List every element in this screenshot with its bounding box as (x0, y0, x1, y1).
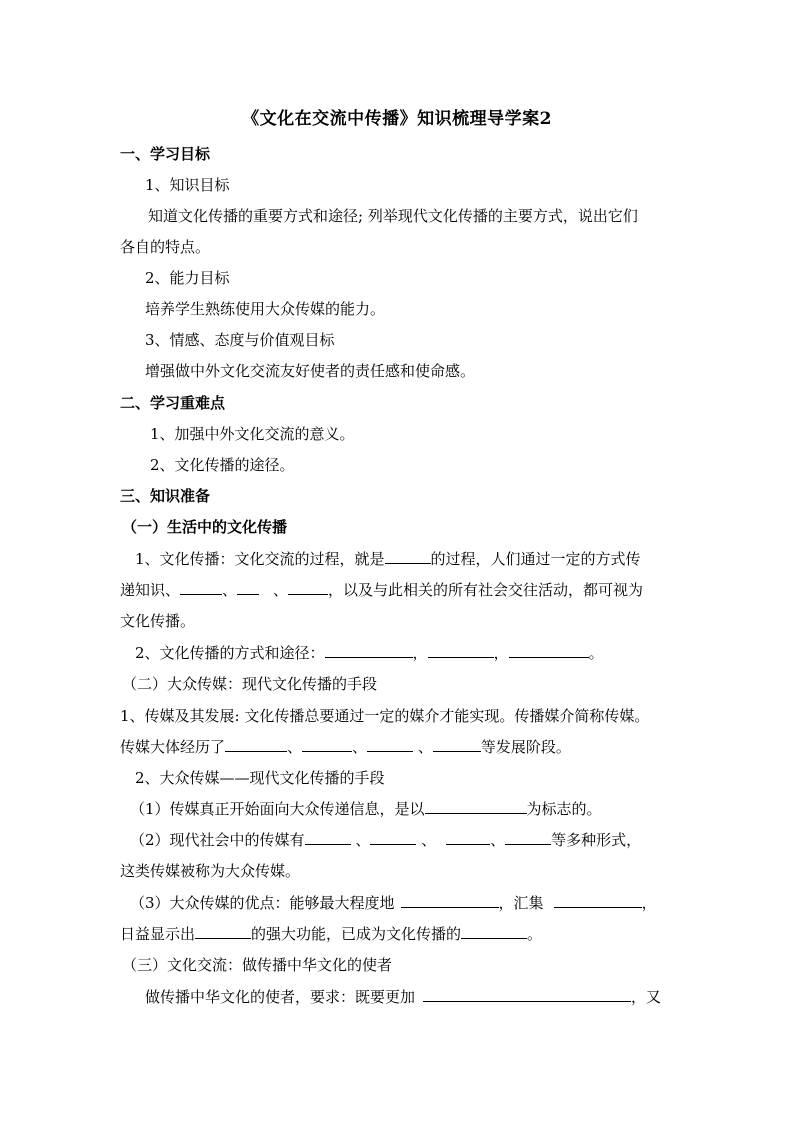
answer-blank[interactable] (509, 643, 589, 658)
answer-blank[interactable] (461, 924, 527, 939)
p1-text-a: 传媒大体经历了 (120, 738, 226, 756)
answer-blank[interactable] (385, 549, 431, 564)
q1-text-b: 的过程，人们通过一定的方式传 (430, 550, 641, 568)
question-1-line-3: 文化传播。 (120, 612, 196, 630)
answer-blank[interactable] (305, 830, 351, 845)
p2-3-text-c: 日益显示出 (120, 925, 196, 943)
answer-blank[interactable] (325, 643, 413, 658)
p2-3-end: 。 (527, 925, 543, 943)
p2-1-text-a: （1）传媒真正开始面向大众传递信息，是以 (130, 800, 425, 818)
question-2 (135, 643, 604, 663)
answer-blank[interactable] (370, 830, 416, 845)
answer-blank[interactable] (195, 924, 251, 939)
goal-knowledge-text: 知道文化传播的重要方式和途径; 列举现代文化传播的主要方式，说出它们 (148, 207, 638, 225)
section-heading-preparation: 三、知识准备 (120, 487, 211, 505)
goal-ability-heading: 2、能力目标 (145, 269, 230, 287)
mass-media-item-2-cont: 这类传媒被称为大众传媒。 (120, 862, 301, 880)
answer-blank[interactable] (554, 893, 642, 908)
q1-text-c: 递知识、 (120, 581, 181, 599)
p1-sep-3: 、 (413, 738, 433, 756)
answer-blank[interactable] (428, 643, 494, 658)
question-1-line-1 (135, 549, 641, 569)
answer-blank[interactable] (367, 737, 413, 752)
mass-media-item-2 (130, 830, 641, 850)
q2-text: 2、文化传播的方式和途径： (135, 644, 325, 662)
key-point-1: 1、加强中外文化交流的意义。 (150, 425, 355, 443)
p2-3-sep: ， (641, 894, 657, 912)
section-heading-goals: 一、学习目标 (120, 145, 211, 163)
p2-2-text-b: 等多种形式， (551, 831, 642, 849)
p1-sep-1: 、 (287, 738, 303, 756)
subsection-culture-in-life: （一）生活中的文化传播 (122, 518, 288, 536)
cultural-envoy-line (145, 987, 661, 1007)
p2-3-text-a: （3）大众传媒的优点：能够最大程度地 (130, 894, 395, 912)
goal-knowledge-text-cont: 各自的特点。 (120, 238, 211, 256)
subsection-cultural-exchange: （三）文化交流：做传播中华文化的使者 (122, 956, 393, 974)
mass-media-item-1 (130, 799, 602, 819)
answer-blank[interactable] (401, 893, 499, 908)
answer-blank[interactable] (237, 580, 259, 595)
mass-media-item-3 (130, 893, 657, 913)
subsection-mass-media: （二）大众传媒：现代文化传播的手段 (122, 675, 378, 693)
key-point-2: 2、文化传播的途径。 (150, 456, 295, 474)
p2-2-sep-3: 、 (490, 831, 506, 849)
goal-values-text: 增强做中外文化交流友好使者的责任感和使命感。 (145, 362, 476, 380)
p2-3-text-d: 的强大功能，已成为文化传播的 (251, 925, 462, 943)
q1-text-d: ，以及与此相关的所有社会交往活动，都可视为 (328, 581, 644, 599)
goal-knowledge-heading: 1、知识目标 (145, 176, 230, 194)
answer-blank[interactable] (423, 987, 631, 1002)
media-definition-line-2 (120, 737, 571, 757)
q2-sep-2: ， (493, 644, 509, 662)
q1-sep-1: 、 (222, 581, 238, 599)
answer-blank[interactable] (446, 830, 490, 845)
q1-text-a: 1、文化传播：文化交流的过程，就是 (135, 550, 385, 568)
answer-blank[interactable] (433, 737, 481, 752)
goal-values-heading: 3、情感、态度与价值观目标 (145, 331, 335, 349)
p2-3-text-b: ，汇集 (498, 894, 544, 912)
q1-sep-2: 、 (273, 581, 289, 599)
media-definition-line-1: 1、传媒及其发展: 文化传播总要通过一定的媒介才能实现。传播媒介简称传媒。 (120, 707, 650, 725)
q2-end: 。 (588, 644, 604, 662)
mass-media-item-3-cont (120, 924, 542, 944)
answer-blank[interactable] (425, 799, 527, 814)
q2-sep-1: ， (412, 644, 428, 662)
question-1-line-2 (120, 580, 643, 600)
p2-2-sep-1: 、 (350, 831, 371, 849)
section-heading-key-points: 二、学习重难点 (120, 394, 226, 412)
p1-sep-2: 、 (352, 738, 368, 756)
answer-blank[interactable] (505, 830, 551, 845)
answer-blank[interactable] (302, 737, 352, 752)
answer-blank[interactable] (180, 580, 222, 595)
answer-blank[interactable] (225, 737, 287, 752)
p2-1-text-b: 为标志的。 (526, 800, 602, 818)
p2-2-sep-2: 、 (416, 831, 437, 849)
p1-text-b: 等发展阶段。 (480, 738, 571, 756)
document-title: 《文化在交流中传播》知识梳理导学案2 (242, 109, 552, 129)
goal-ability-text: 培养学生熟练使用大众传媒的能力。 (145, 300, 386, 318)
p3-text-b: ，又 (631, 988, 662, 1006)
p3-text-a: 做传播中华文化的使者，要求：既要更加 (145, 988, 416, 1006)
mass-media-heading: 2、大众传媒——现代文化传播的手段 (135, 769, 385, 787)
p2-2-text-a: （2）现代社会中的传媒有 (130, 831, 305, 849)
answer-blank[interactable] (288, 580, 328, 595)
